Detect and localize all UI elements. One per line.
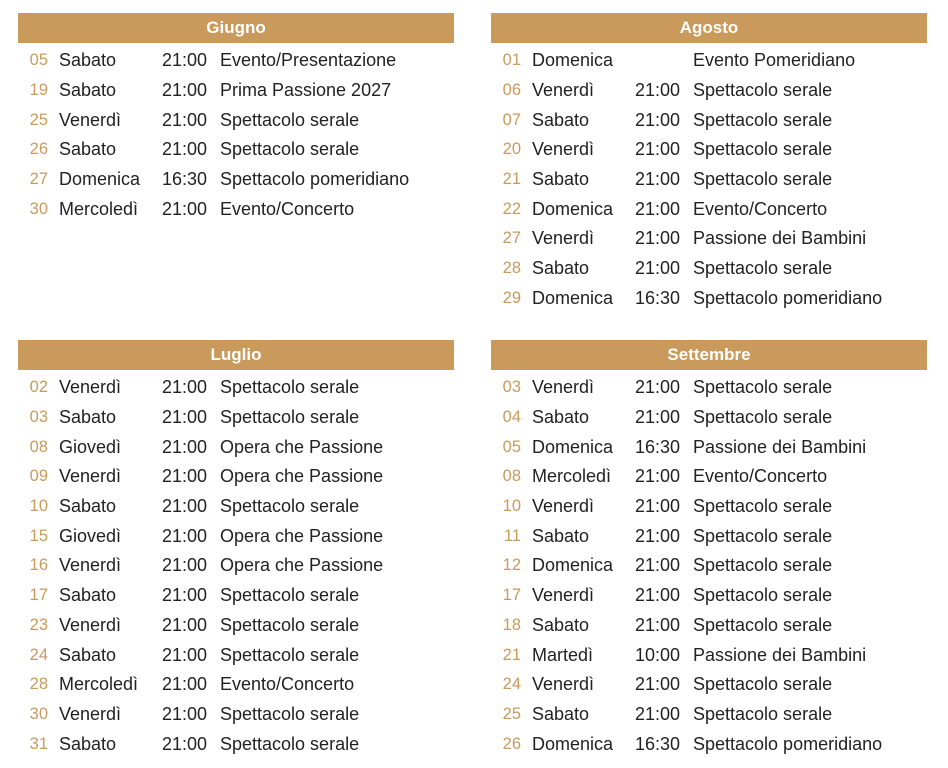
schedule-list [491, 370, 927, 759]
event-time: 10:00 [635, 644, 681, 665]
month-panel-giugno [18, 13, 454, 224]
weekday: Sabato [532, 169, 590, 190]
event-time: 21:00 [162, 466, 208, 487]
weekday: Sabato [532, 525, 590, 546]
day-number: 17 [502, 586, 521, 605]
event-time: 16:30 [635, 436, 681, 457]
day-number: 18 [502, 615, 521, 634]
weekday: Giovedì [59, 525, 122, 546]
weekday: Sabato [532, 614, 590, 635]
weekday: Sabato [59, 496, 117, 517]
schedule-row [491, 254, 927, 284]
schedule-row [491, 46, 927, 76]
weekday: Sabato [59, 733, 117, 754]
day-number: 15 [29, 526, 48, 545]
event-title: Spettacolo serale [693, 169, 833, 190]
event-title: Evento/Concerto [693, 466, 828, 487]
weekday: Sabato [59, 644, 117, 665]
day-number: 22 [502, 199, 521, 218]
event-time: 21:00 [635, 198, 681, 219]
weekday: Sabato [532, 109, 590, 130]
event-title: Passione dei Bambini [693, 228, 867, 249]
month-title: Agosto [491, 13, 927, 43]
day-number: 27 [29, 170, 48, 189]
event-title: Spettacolo serale [220, 407, 360, 428]
day-number: 04 [502, 408, 521, 427]
event-title: Opera che Passione [220, 466, 384, 487]
schedule-row [18, 76, 454, 106]
event-title: Spettacolo serale [693, 585, 833, 606]
event-title: Spettacolo serale [220, 585, 360, 606]
weekday: Venerdì [59, 555, 122, 576]
day-number: 09 [29, 467, 48, 486]
schedule-row [18, 462, 454, 492]
event-time: 21:00 [635, 496, 681, 517]
schedule-row [491, 551, 927, 581]
schedule-row [18, 492, 454, 522]
day-number: 23 [29, 615, 48, 634]
event-time: 21:00 [162, 407, 208, 428]
event-time: 21:00 [635, 407, 681, 428]
event-title: Spettacolo serale [693, 377, 833, 398]
month-panel-settembre [491, 340, 927, 759]
day-number: 25 [502, 704, 521, 723]
day-number: 26 [502, 734, 521, 753]
weekday: Venerdì [532, 496, 595, 517]
schedule-row [491, 611, 927, 641]
day-number: 01 [502, 51, 521, 70]
day-number: 16 [29, 556, 48, 575]
event-title: Passione dei Bambini [693, 436, 867, 457]
schedule-row [491, 403, 927, 433]
weekday: Domenica [532, 733, 614, 754]
schedule-row [18, 670, 454, 700]
weekday: Venerdì [532, 228, 595, 249]
day-number: 24 [502, 675, 521, 694]
day-number: 07 [502, 110, 521, 129]
day-number: 02 [29, 378, 48, 397]
event-time: 21:00 [635, 525, 681, 546]
day-number: 12 [502, 556, 521, 575]
schedule-row [491, 194, 927, 224]
event-title: Evento/Presentazione [220, 50, 397, 71]
weekday: Domenica [59, 169, 141, 190]
month-title: Giugno [18, 13, 454, 43]
weekday: Venerdì [532, 80, 595, 101]
event-title: Spettacolo serale [693, 109, 833, 130]
event-time: 21:00 [162, 733, 208, 754]
event-time: 21:00 [635, 139, 681, 160]
day-number: 28 [29, 675, 48, 694]
day-number: 26 [29, 140, 48, 159]
schedule-list [491, 43, 927, 313]
event-title: Spettacolo serale [693, 80, 833, 101]
day-number: 20 [502, 140, 521, 159]
schedule-row [18, 373, 454, 403]
event-title: Spettacolo serale [693, 139, 833, 160]
event-title: Evento Pomeridiano [693, 50, 856, 71]
schedule-list [18, 43, 454, 224]
weekday: Venerdì [59, 466, 122, 487]
event-time: 21:00 [635, 228, 681, 249]
event-time: 21:00 [162, 50, 208, 71]
weekday: Domenica [532, 50, 614, 71]
day-number: 05 [502, 437, 521, 456]
day-number: 10 [502, 497, 521, 516]
event-title: Spettacolo pomeridiano [220, 169, 410, 190]
schedule-row [18, 581, 454, 611]
event-time: 21:00 [635, 585, 681, 606]
schedule-row [491, 581, 927, 611]
day-number: 08 [502, 467, 521, 486]
day-number: 27 [502, 229, 521, 248]
event-title: Evento/Concerto [693, 198, 828, 219]
weekday: Sabato [59, 139, 117, 160]
event-time: 16:30 [635, 733, 681, 754]
event-title: Spettacolo serale [220, 644, 360, 665]
day-number: 21 [502, 645, 521, 664]
day-number: 19 [29, 81, 48, 100]
event-title: Spettacolo serale [693, 407, 833, 428]
schedule-row [18, 640, 454, 670]
event-time: 21:00 [635, 109, 681, 130]
month-title: Luglio [18, 340, 454, 370]
event-title: Spettacolo serale [693, 258, 833, 279]
event-time: 21:00 [162, 674, 208, 695]
event-title: Passione dei Bambini [693, 644, 867, 665]
weekday: Sabato [59, 407, 117, 428]
event-time: 21:00 [162, 80, 208, 101]
schedule-row [18, 521, 454, 551]
weekday: Sabato [532, 703, 590, 724]
event-time: 21:00 [635, 466, 681, 487]
schedule-row [491, 492, 927, 522]
weekday: Venerdì [532, 674, 595, 695]
event-title: Evento/Concerto [220, 198, 355, 219]
event-time: 21:00 [635, 674, 681, 695]
weekday: Giovedì [59, 436, 122, 457]
event-time: 21:00 [162, 703, 208, 724]
schedule-row [18, 700, 454, 730]
weekday: Mercoledì [532, 466, 612, 487]
schedule-row [491, 432, 927, 462]
month-panel-luglio [18, 340, 454, 759]
event-title: Spettacolo pomeridiano [693, 287, 883, 308]
day-number: 21 [502, 170, 521, 189]
schedule-row [18, 135, 454, 165]
event-time: 21:00 [635, 169, 681, 190]
schedule-row [491, 165, 927, 195]
weekday: Mercoledì [59, 198, 139, 219]
schedule-row [18, 432, 454, 462]
event-title: Spettacolo serale [693, 496, 833, 517]
schedule-row [491, 105, 927, 135]
event-time: 21:00 [162, 555, 208, 576]
weekday: Martedì [532, 644, 594, 665]
day-number: 03 [502, 378, 521, 397]
event-time: 21:00 [635, 555, 681, 576]
event-time: 21:00 [162, 139, 208, 160]
schedule-row [18, 105, 454, 135]
day-number: 30 [29, 199, 48, 218]
event-title: Spettacolo serale [693, 674, 833, 695]
schedule-row [18, 551, 454, 581]
schedule-row [491, 521, 927, 551]
event-title: Spettacolo serale [220, 496, 360, 517]
month-title: Settembre [491, 340, 927, 370]
day-number: 28 [502, 259, 521, 278]
schedule-row [18, 611, 454, 641]
event-time: 21:00 [162, 496, 208, 517]
day-number: 25 [29, 110, 48, 129]
schedule-list [18, 370, 454, 759]
event-title: Opera che Passione [220, 555, 384, 576]
weekday: Sabato [532, 407, 590, 428]
day-number: 08 [29, 437, 48, 456]
schedule-row [491, 729, 927, 759]
weekday: Venerdì [532, 139, 595, 160]
event-title: Spettacolo serale [693, 703, 833, 724]
weekday: Sabato [532, 258, 590, 279]
day-number: 29 [502, 288, 521, 307]
day-number: 31 [29, 734, 48, 753]
event-title: Opera che Passione [220, 525, 384, 546]
weekday: Venerdì [532, 377, 595, 398]
schedule-row [491, 700, 927, 730]
day-number: 06 [502, 81, 521, 100]
schedule-row [491, 284, 927, 314]
event-title: Evento/Concerto [220, 674, 355, 695]
weekday: Venerdì [59, 109, 122, 130]
weekday: Domenica [532, 436, 614, 457]
weekday: Venerdì [59, 614, 122, 635]
schedule-row [18, 403, 454, 433]
weekday: Venerdì [59, 377, 122, 398]
event-time: 21:00 [635, 80, 681, 101]
event-time: 21:00 [162, 377, 208, 398]
event-title: Spettacolo serale [220, 703, 360, 724]
schedule-row [18, 46, 454, 76]
schedule-row [491, 76, 927, 106]
weekday: Domenica [532, 198, 614, 219]
event-title: Spettacolo serale [220, 377, 360, 398]
day-number: 05 [29, 51, 48, 70]
event-time: 21:00 [162, 198, 208, 219]
event-title: Spettacolo serale [220, 733, 360, 754]
day-number: 24 [29, 645, 48, 664]
event-time: 21:00 [162, 436, 208, 457]
event-title: Prima Passione 2027 [220, 80, 392, 101]
schedule-row [491, 462, 927, 492]
schedule-row [18, 729, 454, 759]
weekday: Sabato [59, 585, 117, 606]
day-number: 11 [503, 526, 521, 545]
schedule-row [491, 640, 927, 670]
weekday: Venerdì [532, 585, 595, 606]
day-number: 30 [29, 704, 48, 723]
event-time: 21:00 [635, 703, 681, 724]
event-title: Spettacolo serale [693, 614, 833, 635]
event-title: Spettacolo serale [693, 555, 833, 576]
event-time: 21:00 [162, 525, 208, 546]
event-time: 21:00 [162, 109, 208, 130]
event-time: 21:00 [162, 644, 208, 665]
schedule-row [18, 165, 454, 195]
event-time: 16:30 [635, 287, 681, 308]
weekday: Venerdì [59, 703, 122, 724]
event-title: Spettacolo serale [220, 614, 360, 635]
day-number: 10 [29, 497, 48, 516]
event-time: 21:00 [635, 258, 681, 279]
day-number: 17 [29, 586, 48, 605]
weekday: Sabato [59, 50, 117, 71]
schedule-row [491, 135, 927, 165]
event-title: Spettacolo serale [693, 525, 833, 546]
weekday: Sabato [59, 80, 117, 101]
event-time: 21:00 [635, 377, 681, 398]
event-time: 21:00 [162, 585, 208, 606]
day-number: 03 [29, 408, 48, 427]
schedule-row [18, 194, 454, 224]
event-title: Spettacolo serale [220, 109, 360, 130]
schedule-row [491, 224, 927, 254]
weekday: Mercoledì [59, 674, 139, 695]
event-time: 21:00 [635, 614, 681, 635]
weekday: Domenica [532, 555, 614, 576]
schedule-row [491, 670, 927, 700]
month-panel-agosto [491, 13, 927, 313]
event-time: 16:30 [162, 169, 208, 190]
weekday: Domenica [532, 287, 614, 308]
event-time: 21:00 [162, 614, 208, 635]
event-title: Spettacolo serale [220, 139, 360, 160]
event-title: Opera che Passione [220, 436, 384, 457]
event-title: Spettacolo pomeridiano [693, 733, 883, 754]
schedule-row [491, 373, 927, 403]
